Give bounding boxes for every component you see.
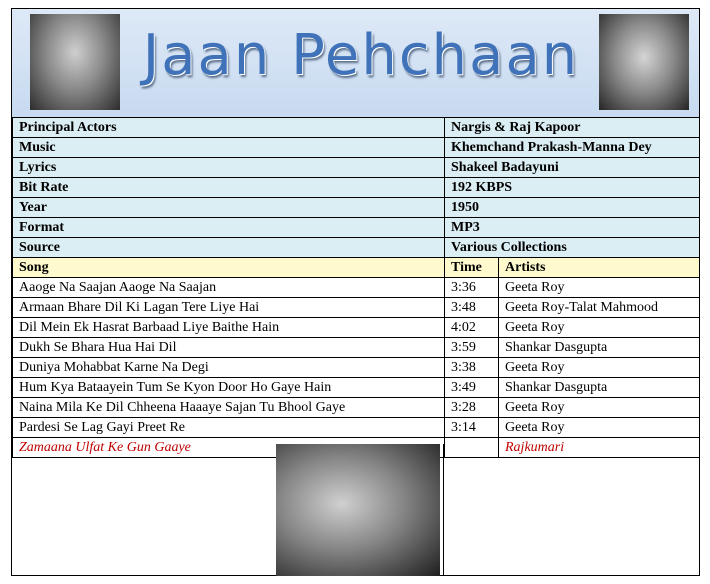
meta-row-lyrics xyxy=(13,158,700,178)
song-time: 3:59 xyxy=(445,338,499,358)
meta-value: MP3 xyxy=(445,218,700,238)
song-title: Pardesi Se Lag Gayi Preet Re xyxy=(13,418,445,438)
song-row xyxy=(13,338,700,358)
meta-row-year xyxy=(13,198,700,218)
actress-photo xyxy=(30,14,120,110)
song-artists: Rajkumari xyxy=(499,438,700,458)
meta-row-music xyxy=(13,138,700,158)
meta-row-format xyxy=(13,218,700,238)
meta-label: Music xyxy=(13,138,445,158)
song-row xyxy=(13,298,700,318)
song-artists: Geeta Roy xyxy=(499,278,700,298)
meta-label: Format xyxy=(13,218,445,238)
meta-value: Various Collections xyxy=(445,238,700,258)
meta-row-bit-rate xyxy=(13,178,700,198)
song-title: Zamaana Ulfat Ke Gun Gaaye xyxy=(13,438,445,458)
song-artists: Geeta Roy xyxy=(499,358,700,378)
column-header-song: Song xyxy=(13,258,445,278)
meta-label: Source xyxy=(13,238,445,258)
meta-value: 1950 xyxy=(445,198,700,218)
column-header-time: Time xyxy=(445,258,499,278)
song-time: 3:14 xyxy=(445,418,499,438)
song-time: 3:48 xyxy=(445,298,499,318)
song-title: Aaoge Na Saajan Aaoge Na Saajan xyxy=(13,278,445,298)
movie-still-photo xyxy=(276,444,440,576)
song-time: 3:49 xyxy=(445,378,499,398)
album-details-table xyxy=(12,117,700,458)
song-artists: Geeta Roy-Talat Mahmood xyxy=(499,298,700,318)
song-time: 3:36 xyxy=(445,278,499,298)
meta-value: Shakeel Badayuni xyxy=(445,158,700,178)
column-header-artists: Artists xyxy=(499,258,700,278)
song-row xyxy=(13,318,700,338)
song-row xyxy=(13,398,700,418)
meta-value: Khemchand Prakash-Manna Dey xyxy=(445,138,700,158)
song-artists: Shankar Dasgupta xyxy=(499,338,700,358)
song-title: Naina Mila Ke Dil Chheena Haaaye Sajan Tu Bhool Gaye xyxy=(13,398,445,418)
song-artists: Shankar Dasgupta xyxy=(499,378,700,398)
song-title: Dukh Se Bhara Hua Hai Dil xyxy=(13,338,445,358)
meta-label: Lyrics xyxy=(13,158,445,178)
actor-photo xyxy=(599,14,689,110)
song-time: 3:28 xyxy=(445,398,499,418)
meta-label: Year xyxy=(13,198,445,218)
song-time: 4:02 xyxy=(445,318,499,338)
song-title: Dil Mein Ek Hasrat Barbaad Liye Baithe Hain xyxy=(13,318,445,338)
page-title: Jaan Pehchaan xyxy=(142,23,580,88)
meta-row-principal-actors xyxy=(13,118,700,138)
song-artists: Geeta Roy xyxy=(499,398,700,418)
song-row xyxy=(13,418,700,438)
meta-row-source xyxy=(13,238,700,258)
album-info-card xyxy=(11,8,700,576)
meta-label: Principal Actors xyxy=(13,118,445,138)
song-title: Armaan Bhare Dil Ki Lagan Tere Liye Hai xyxy=(13,298,445,318)
column-divider xyxy=(443,444,444,575)
song-artists: Geeta Roy xyxy=(499,318,700,338)
song-artists: Geeta Roy xyxy=(499,418,700,438)
song-row xyxy=(13,278,700,298)
song-row xyxy=(13,358,700,378)
song-time xyxy=(445,438,499,458)
meta-value: 192 KBPS xyxy=(445,178,700,198)
meta-value: Nargis & Raj Kapoor xyxy=(445,118,700,138)
song-time: 3:38 xyxy=(445,358,499,378)
song-title: Duniya Mohabbat Karne Na Degi xyxy=(13,358,445,378)
meta-label: Bit Rate xyxy=(13,178,445,198)
song-title: Hum Kya Bataayein Tum Se Kyon Door Ho Gaye Hain xyxy=(13,378,445,398)
song-row xyxy=(13,378,700,398)
header-banner xyxy=(12,9,699,118)
song-table-header xyxy=(13,258,700,278)
